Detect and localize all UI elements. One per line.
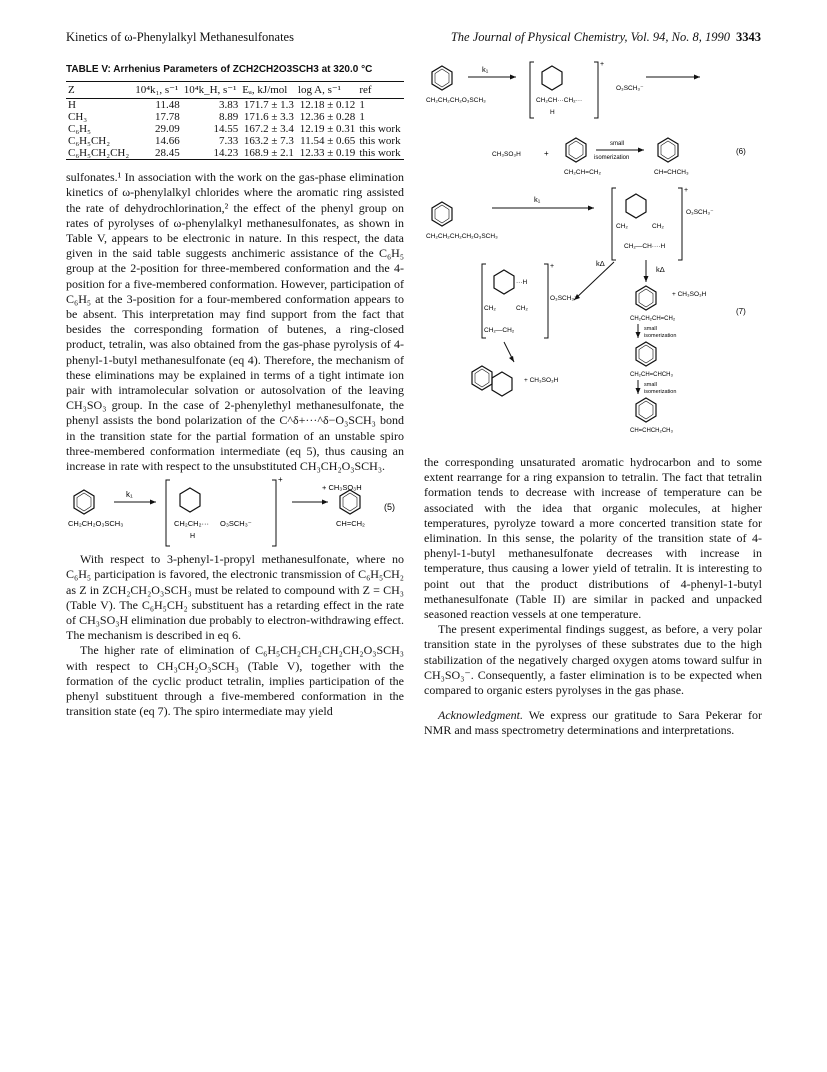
table-header-row — [66, 82, 404, 99]
table-cell: 17.78 — [155, 111, 180, 124]
eq7-kd1: kΔ — [596, 259, 605, 268]
acknowledgment-label: Acknowledgment. — [438, 708, 523, 723]
table-cell: 3.83 — [218, 99, 239, 112]
page-number: 3343 — [736, 30, 761, 44]
table-row — [66, 123, 404, 135]
table-cell: 12.19 ± 0.31 — [299, 123, 356, 136]
table-cell: 12.33 ± 0.19 — [299, 147, 356, 160]
eq7-spiro-h: ···H — [516, 279, 528, 286]
eq7-iso-bottom: isomerization — [644, 333, 677, 339]
eq5-ts-anion: O₃SCH₃⁻ — [220, 519, 252, 529]
table-cell: 29.09 — [155, 123, 180, 136]
paragraph: sulfonates.¹ In association with the work on the gas-phase elimination kinetics of ω-phenylalkyl chlorides where the aromatic ring assisted the rate of dehydrochlorination,² the effect of the phenyl group on rates of pyrolyses of ω-phenylalkyl methanesulfonates, as shown in Table V, appears to be electronic in nature. In this respect, the data given in the said table suggests anchimeric assistance of the C₆H₅ group at the 2-position for three-membered conformation and the 4-position for a five-membered conformation. However, participation of C₆H₅ at the 3-position for a four-membered conformation appears to be absent. This interpretation may find support from the fact that besides the corresponding formation of butenes, a ring-closed product, tetralin, was also obtained from the gas-phase pyrolysis of 4-phenyl-1-butyl methanesulfonate (eq 4). Therefore, the mechanism of these eliminations may be explained in terms of a tight intimate ion pair with intramolecular solvation or autosolvation of the leaving CH₃SO₃ group. In the case of 2-phenylethyl methanesulfonate, the phenyl assists the bond polarization of the C^δ+···^δ−O₃SCH₃ bond in the transition state for the partial formation of an unstable spiro three-membered conformation intermediate (eq 5), thus causing an increase in rate with respect to the unsubstituted CH₃CH₂O₃SCH₃. — [66, 170, 404, 474]
table-cell: C₆H₅CH₂ — [68, 135, 111, 148]
equation-6-scheme — [426, 61, 746, 176]
eq7-spiro-bottom: CH₂—CH₂ — [484, 327, 515, 334]
paragraph: With respect to 3-phenyl-1-propyl methanesulfonate, where no C₆H₅ participation is favored, the electronic transmission of C₆H₅CH₂ as Z in ZCH₂CH₂O₃SCH₃ must be related to compound with Z = CH₃ (Table V). The C₆H₅CH₂ substituent has a retarding effect in the rate of CH₃SO₃H elimination due probably to electron-withdrawing effect. The mechanism is described in eq 6. — [66, 552, 404, 643]
table-row — [66, 99, 404, 112]
journal-citation — [451, 30, 761, 45]
table-header: Z — [66, 82, 133, 99]
paragraph: The higher rate of elimination of C₆H₅CH₂CH₂CH₂CH₂O₃SCH₃ with respect to CH₃CH₂O₃SCH₃ (Table V), together with the formation of the cyclic product tetralin, implies participation of the phenyl substituent through a five-membered conformation in the transition state (eq 7). The spiro intermediate may yield — [66, 643, 404, 719]
arrow-head — [322, 500, 328, 505]
eq7-number: (7) — [736, 307, 746, 316]
table-cell: 168.9 ± 2.1 — [243, 147, 294, 160]
eq5-ts-left: CH₂CH₂··· — [174, 519, 209, 529]
table-header: Eₐ, kJ/mol — [240, 82, 296, 99]
paragraph: the corresponding unsaturated aromatic hydrocarbon and to some extent rearrange for a ring expansion to tetralin. The fact that tetralin formation tends to decrease with increase of temperature can be associated with the idea that organic molecules, at higher temperatures, pyrolyze toward a more concerted transition state for elimination. In this sense, the polarity of the transition state of 4-phenyl-1-butyl methanesulfonate decreases with increase in temperature, thus causing a lower yield of tetralin. It is interesting to point out that the product distributions of 4-phenyl-1-butyl methanesulfonate (Table II) are similar in packed and unpacked seasoned reaction vessels at one temperature. — [424, 455, 762, 622]
eq7-iso2-bottom: isomerization — [644, 389, 677, 395]
table-cell: 11.48 — [155, 99, 180, 112]
acknowledgment-text: We express our gratitude to Sara Pekerar for NMR and mass spectrometry determinations and interpretations. — [424, 708, 762, 738]
table-cell: this work — [359, 135, 401, 148]
table-cell: 8.89 — [218, 111, 239, 124]
eq7-ts-bottom: CH₂—CH····H — [624, 243, 666, 250]
table-cell: C₆H₅CH₂CH₂ — [68, 147, 130, 160]
eq7-ts-ch2b: CH₂ — [652, 223, 664, 230]
eq5-byproduct: + CH₃SO₃H — [322, 483, 362, 493]
eq6-anion: O₃SCH₃⁻ — [616, 85, 644, 92]
table-cell: 1 — [359, 99, 365, 112]
svg-text:+: + — [600, 61, 605, 68]
table-cell: 12.18 ± 0.12 — [299, 99, 356, 112]
eq7-ts-ch2a: CH₂ — [616, 223, 628, 230]
eq7-k1: k₁ — [534, 195, 541, 204]
bracket-right — [594, 62, 598, 118]
eq7-iso-top: small — [644, 326, 657, 332]
eq6-k-label: k₁ — [482, 65, 489, 74]
eq6-h: H — [550, 109, 555, 116]
eq7-p3: CH=CHCH₂CH₃ — [630, 428, 673, 434]
schemes-6-7 — [424, 60, 764, 452]
equation-7-scheme — [426, 187, 746, 434]
table-cell: 1 — [359, 111, 365, 124]
running-title: Kinetics of ω-Phenylalkyl Methanesulfonates — [66, 30, 294, 44]
table-header: ref — [357, 82, 404, 99]
table-cell: 163.2 ± 7.3 — [243, 135, 294, 148]
table-cell: 28.45 — [155, 147, 180, 160]
table-cell: this work — [359, 123, 401, 136]
benzene-ring — [180, 488, 200, 512]
eq7-spiro-ch2b: CH₂ — [516, 305, 528, 312]
svg-text:+: + — [684, 187, 689, 194]
eq5-k-label: k₁ — [126, 490, 133, 500]
eq6-plus: + — [544, 149, 549, 158]
benzene-ring — [626, 194, 646, 218]
table-cell: 12.36 ± 0.28 — [299, 111, 356, 124]
eq6-ts: CH₂CH···CH₂··· — [536, 97, 583, 104]
table-cell: 14.23 — [213, 147, 239, 160]
bracket-right — [678, 188, 682, 260]
svg-text:+: + — [550, 263, 555, 270]
table-row — [66, 111, 404, 123]
eq7-spiro-ch2a: CH₂ — [484, 305, 496, 312]
svg-text:+: + — [278, 475, 283, 485]
eq5-h: H — [190, 533, 196, 541]
bracket-right — [544, 264, 548, 338]
eq6-prod1: CH₂CH=CH₂ — [564, 169, 602, 176]
table-row — [66, 147, 404, 160]
bracket-right — [272, 480, 276, 546]
journal-name: The Journal of Physical Chemistry, Vol. 94, No. 8, 1990 — [450, 30, 730, 44]
eq7-byproduct: + CH₃SO₃H — [672, 291, 707, 298]
bracket-left — [166, 480, 170, 546]
eq7-p1: CH₂CH₂CH=CH₂ — [630, 316, 676, 322]
eq5-product: CH=CH₂ — [336, 519, 365, 529]
table-cell: C₆H₅ — [68, 123, 91, 136]
eq6-prod2: CH=CHCH₃ — [654, 169, 689, 176]
paragraph: The present experimental findings suggest, as before, a very polar transition state in the pyrolyses of these substrates due to the high stabilization of the negatively charged oxygen atoms toward sulfur in CH₃SO₃⁻. Consequently, a faster elimination is to be expected when compared to organic esters pyrolyses in the gas phase. — [424, 622, 762, 698]
arrhenius-table — [66, 81, 404, 160]
eq7-tetralin-acid: + CH₃SO₃H — [524, 377, 559, 384]
left-column — [66, 62, 404, 720]
benzene-ring — [494, 270, 514, 294]
table-cell: this work — [359, 147, 401, 160]
table-caption: TABLE V: Arrhenius Parameters of ZCH2CH2O3SCH3 at 320.0 °C — [66, 64, 373, 75]
acknowledgment — [424, 708, 762, 738]
table-cell: 11.54 ± 0.65 — [300, 135, 356, 148]
table-cell: 7.33 — [218, 135, 239, 148]
eq7-kd2: kΔ — [656, 265, 665, 274]
eq7-ts-anion: O₃SCH₃⁻ — [686, 209, 714, 216]
eq7-iso2-top: small — [644, 382, 657, 388]
right-column — [424, 455, 762, 739]
table-cell: 171.6 ± 3.3 — [243, 111, 294, 124]
table-header: 10⁴k_H, s⁻¹ — [182, 82, 240, 99]
arrow-head — [150, 500, 156, 505]
table-cell: H — [68, 99, 76, 112]
eq7-p2: CH₂CH=CHCH₃ — [630, 372, 673, 378]
eq7-reactant: CH₂CH₂CH₂CH₂O₃SCH₃ — [426, 233, 498, 240]
table-row — [66, 135, 404, 147]
table-cell: 14.66 — [155, 135, 180, 148]
eq6-number: (6) — [736, 147, 746, 156]
table-header: 10⁴k₁, s⁻¹ — [133, 82, 182, 99]
table-cell: 171.7 ± 1.3 — [243, 99, 294, 112]
eq6-acid: CH₃SO₃H — [492, 151, 521, 158]
eq6-arrow-top: small — [610, 141, 625, 147]
benzene-ring — [542, 66, 562, 90]
eq7-spiro-anion: O₃SCH₃⁻ — [550, 295, 578, 302]
table-cell: 167.2 ± 3.4 — [243, 123, 294, 136]
eq5-number: (5) — [384, 502, 395, 513]
bracket-left — [530, 62, 534, 118]
table-cell: CH₃ — [68, 111, 88, 124]
eq5-reactant: CH₂CH₂O₃SCH₃ — [68, 519, 124, 529]
table-cell: 14.55 — [213, 123, 239, 136]
table-header: log A, s⁻¹ — [296, 82, 357, 99]
eq6-reactant: CH₂CH₂CH₂O₃SCH₃ — [426, 97, 486, 104]
equation-5-scheme — [66, 474, 404, 552]
eq6-arrow-bottom: isomerization — [594, 155, 630, 161]
